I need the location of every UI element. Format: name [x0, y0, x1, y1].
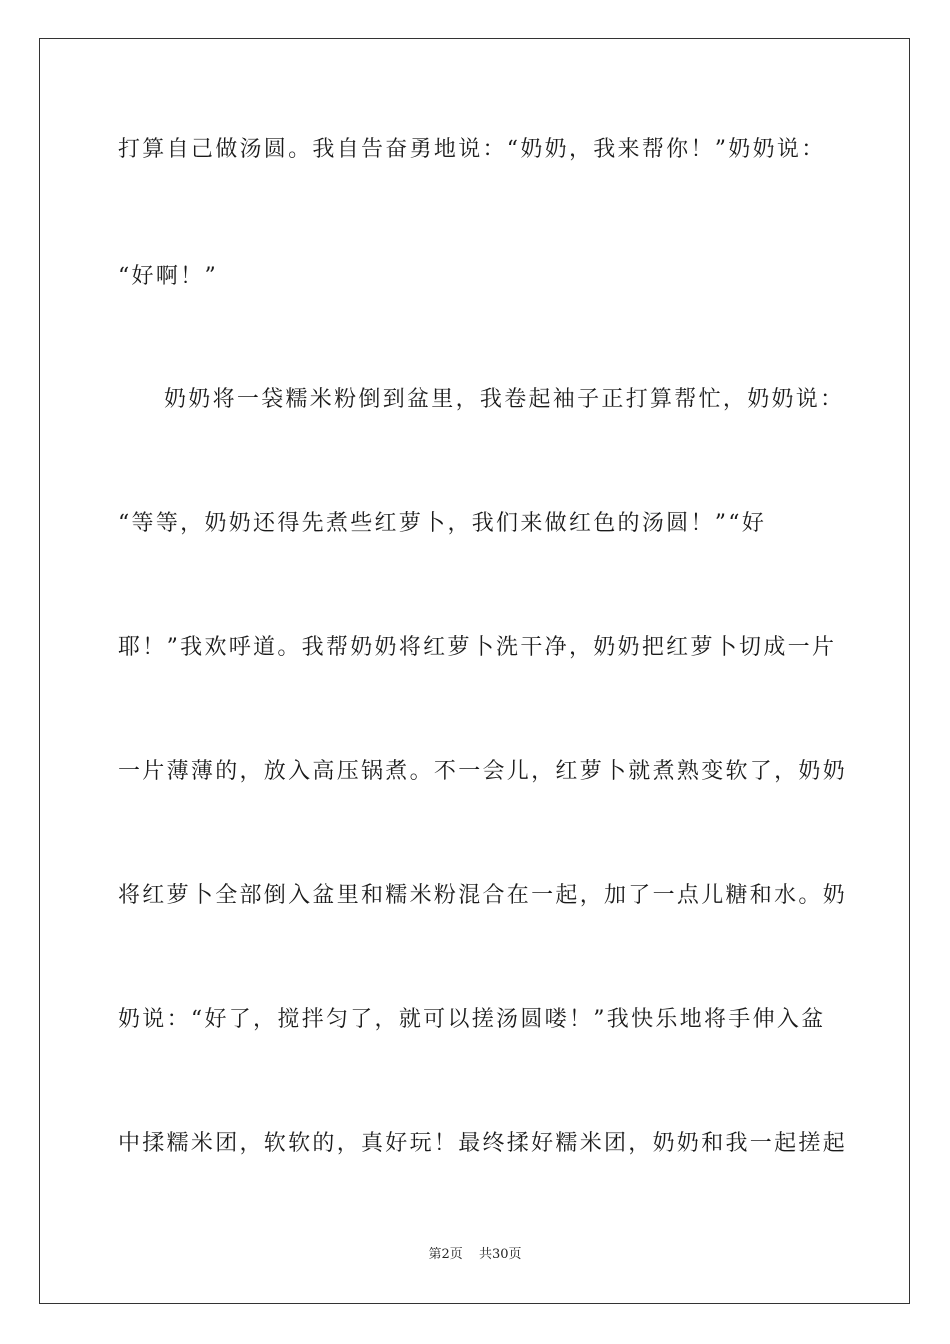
text-line: “等等，奶奶还得先煮些红萝卜，我们来做红色的汤圆！”“好: [118, 511, 767, 536]
page-border: [39, 38, 910, 1304]
page-number: 第2页: [428, 1247, 463, 1262]
page-footer: [0, 1246, 950, 1264]
text-line: 打算自己做汤圆。我自告奋勇地说：“奶奶，我来帮你！”奶奶说：: [118, 137, 826, 162]
text-line: 一片薄薄的，放入高压锅煮。不一会儿，红萝卜就煮熟变软了，奶奶: [118, 759, 848, 784]
text-line: 中揉糯米团，软软的，真好玩！最终揉好糯米团，奶奶和我一起搓起: [118, 1131, 848, 1156]
text-line: “好啊！”: [118, 264, 218, 289]
text-line: 耶！”我欢呼道。我帮奶奶将红萝卜洗干净，奶奶把红萝卜切成一片: [118, 635, 837, 660]
text-line: 将红萝卜全部倒入盆里和糯米粉混合在一起，加了一点儿糖和水。奶: [118, 883, 848, 908]
paragraph-start-line: 奶奶将一袋糯米粉倒到盆里，我卷起袖子正打算帮忙，奶奶说：: [164, 387, 845, 412]
text-line: 奶说：“好了，搅拌匀了，就可以搓汤圆喽！”我快乐地将手伸入盆: [118, 1007, 826, 1032]
total-pages: 共30页: [478, 1247, 522, 1262]
